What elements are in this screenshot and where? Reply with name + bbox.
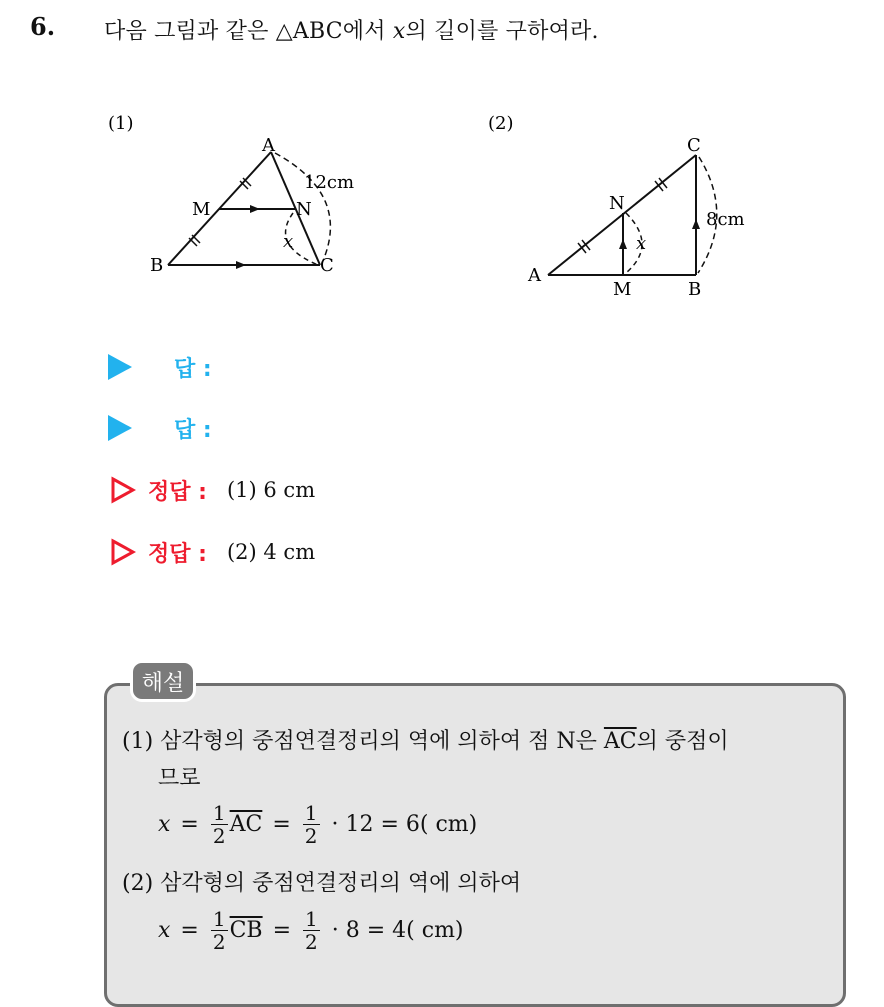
figure-1-triangle [100, 105, 390, 310]
figure-1-label: (1) [108, 113, 134, 134]
question-variable: x [392, 19, 406, 44]
equation-2-rest: · 8 = 4( cm) [331, 918, 464, 943]
question-number: 6. [30, 12, 56, 41]
correct-value-2: (2) 4 cm [226, 540, 316, 564]
fraction-denominator: 2 [212, 824, 226, 848]
fraction-half [303, 802, 320, 847]
fraction-denominator: 2 [212, 930, 226, 954]
segment-ac: $\overline{AC}$ [603, 729, 637, 754]
fraction-denominator: 2 [304, 824, 318, 848]
explanation-line-1-prefix: (1) 삼각형의 중점연결정리의 역에 의하여 점 N은 [122, 729, 604, 754]
equation-2 [158, 908, 464, 953]
question-text-after: 의 길이를 구하여라. [405, 19, 599, 44]
fraction-denominator: 2 [305, 930, 318, 954]
figure-2-point-c: C [687, 135, 701, 156]
correct-answer-row-1 [110, 473, 315, 507]
fraction-numerator: 1 [212, 907, 226, 931]
explanation-line-2: 므로 [158, 766, 201, 791]
outline-play-icon [110, 476, 136, 504]
equation-2-eq: = [180, 918, 199, 943]
segment-cb: $\overline{CB}$ [229, 918, 263, 943]
equation-1-var: x [158, 812, 171, 837]
outline-play-icon [110, 538, 136, 566]
fraction-half [303, 908, 320, 953]
equation-2-eq2: = [272, 918, 292, 943]
figure-2-unknown: x [636, 233, 647, 254]
correct-answer-row-2 [110, 535, 315, 569]
correct-label-1: 정답 : [148, 479, 207, 505]
figure-1-point-b: B [150, 255, 164, 276]
figure-2-point-b: B [688, 279, 702, 300]
figure-1-point-a: A [262, 135, 275, 156]
explanation-tag: 해설 [130, 660, 196, 702]
figure-1-point-n: N [296, 199, 312, 220]
fraction-half [211, 802, 228, 847]
equation-2-var: x [158, 918, 171, 943]
figure-2-point-a: A [528, 265, 541, 286]
figure-2-length: 8cm [706, 209, 745, 230]
equation-1-eq: = [180, 812, 199, 837]
figure-1-point-c: C [320, 255, 334, 276]
figure-1-unknown: x [283, 231, 294, 252]
figure-2-point-m: M [613, 279, 632, 300]
fraction-numerator: 1 [212, 801, 226, 825]
question-text [104, 14, 599, 45]
equation-1 [158, 802, 477, 847]
explanation-line-1 [122, 724, 729, 755]
answer-row-1 [108, 350, 212, 384]
figure-1-point-m: M [192, 199, 211, 220]
equation-1-rest: · 12 = 6( cm) [331, 812, 478, 837]
correct-value-1: (1) 6 cm [226, 478, 316, 502]
equation-1-eq2: = [272, 812, 291, 837]
fraction-numerator: 1 [305, 907, 318, 931]
segment-ac: $\overline{AC}$ [229, 812, 263, 837]
answer-row-2 [108, 411, 212, 445]
correct-label-2: 정답 : [148, 541, 207, 567]
figure-2-label: (2) [488, 113, 514, 134]
explanation-line-4: (2) 삼각형의 중점연결정리의 역에 의하여 [122, 871, 522, 896]
fraction-half [211, 908, 228, 953]
answer-label-1: 답 : [174, 356, 212, 382]
figure-1-length: 12cm [304, 172, 355, 193]
answer-label-2: 답 : [174, 417, 212, 443]
figure-2-triangle [480, 105, 780, 310]
explanation-line-1-suffix: 의 중점이 [636, 729, 729, 754]
fraction-numerator: 1 [304, 801, 318, 825]
question-text-before: 다음 그림과 같은 △ABC에서 [104, 19, 393, 44]
play-icon [108, 354, 132, 380]
play-icon [108, 415, 132, 441]
figure-2-point-n: N [609, 193, 625, 214]
